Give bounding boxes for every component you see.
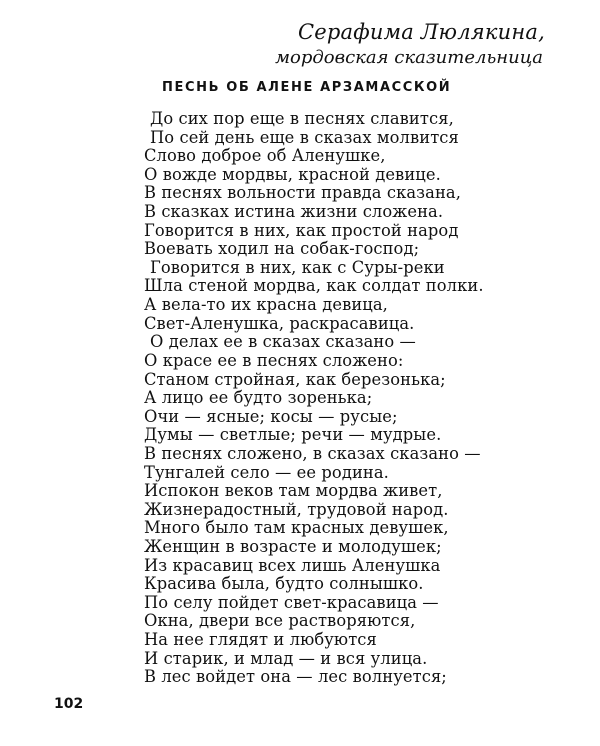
poem-line: Испокон веков там мордва живет, xyxy=(144,481,443,501)
poem-line: А вела-то их красна девица, xyxy=(144,295,388,315)
poem-line: Много было там красных девушек, xyxy=(144,518,449,538)
poem-line: Воевать ходил на собак-господ; xyxy=(144,239,420,259)
poem-line: О вожде мордвы, красной девице. xyxy=(144,164,441,184)
poem-line: В песнях вольности правда сказана, xyxy=(144,183,461,203)
poem-line: В сказках истина жизни сложена. xyxy=(144,202,444,222)
poem-line: Из красавиц всех лишь Аленушка xyxy=(144,555,441,575)
poem-line: Жизнерадостный, трудовой народ. xyxy=(144,499,449,519)
poem-title: ПЕСНЬ ОБ АЛЕНЕ АРЗАМАССКОЙ xyxy=(162,80,452,95)
poem-line: А лицо ее будто зоренька; xyxy=(144,388,373,408)
author-name: Серафима Люлякина, xyxy=(297,20,545,44)
poem-line: О делах ее в сказах сказано — xyxy=(150,332,416,352)
poem-line: Свет-Аленушка, раскрасавица. xyxy=(144,313,415,333)
poem-line: Очи — ясные; косы — русые; xyxy=(144,406,398,426)
poem-line: Думы — светлые; речи — мудрые. xyxy=(144,425,442,445)
poem-line: По сей день еще в сказах молвится xyxy=(150,127,459,147)
page-number: 102 xyxy=(54,696,84,712)
poem-line: По селу пойдет свет-красавица — xyxy=(144,592,439,612)
poem-line: Тунгалей село — ее родина. xyxy=(144,462,389,482)
poem-line: Говорится в них, как с Суры-реки xyxy=(150,257,445,277)
poem-line: О красе ее в песнях сложено: xyxy=(144,350,404,370)
poem-line: На нее глядят и любуются xyxy=(144,630,377,650)
poem-line: И старик, и млад — и вся улица. xyxy=(144,648,428,668)
poem-line: Говорится в них, как простой народ xyxy=(144,220,459,240)
poem-line: В лес войдет она — лес волнуется; xyxy=(144,667,447,687)
poem-line: Женщин в возрасте и молодушек; xyxy=(144,537,442,557)
author-description: мордовская сказительница xyxy=(275,47,543,68)
poem-line: До сих пор еще в песнях славится, xyxy=(150,109,454,128)
poem-line: В песнях сложено, в сказах сказано — xyxy=(144,443,481,463)
poem-line: Слово доброе об Аленушке, xyxy=(144,146,386,166)
poem-line: Шла стеной мордва, как солдат полки. xyxy=(144,276,484,296)
poem-line: Красива была, будто солнышко. xyxy=(144,574,424,594)
poem-body xyxy=(144,110,484,687)
poem-line: Станом стройная, как березонька; xyxy=(144,369,446,389)
poem-line: Окна, двери все растворяются, xyxy=(144,611,416,631)
